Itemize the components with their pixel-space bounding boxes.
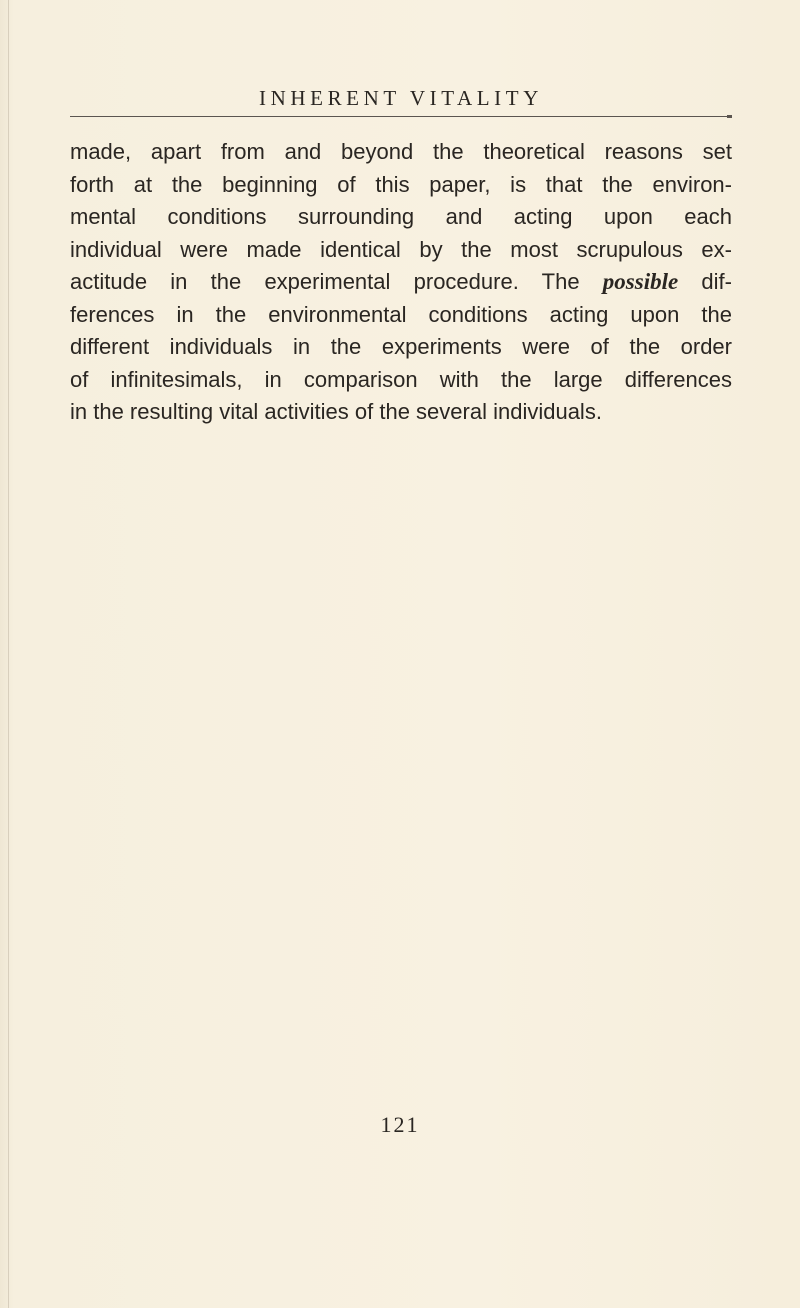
- text-line: of infinitesimals, in comparison with the large differences: [70, 366, 732, 392]
- header-rule: [70, 116, 732, 117]
- text-line: forth at the beginning of this paper, is that the environ-: [70, 171, 732, 197]
- text-line: individual were made identical by the most scrupulous ex-: [70, 236, 732, 262]
- text-line: different individuals in the experiments were of the order: [70, 334, 732, 359]
- page-number: 121: [380, 1112, 420, 1137]
- body-paragraph: [70, 136, 732, 429]
- text-line: made, apart from and beyond the theoretical reasons set: [70, 139, 732, 164]
- emphasized-word: possible: [602, 269, 679, 294]
- text-line: mental conditions surrounding and acting upon each: [70, 204, 732, 229]
- text-segment: dif-: [701, 269, 732, 294]
- running-head: INHERENT VITALITY: [259, 86, 543, 110]
- text-line: ferences in the environmental conditions acting upon the: [70, 301, 732, 327]
- text-line: [70, 266, 732, 299]
- text-segment: actitude in the experimental procedure. The: [70, 269, 580, 294]
- text-line: in the resulting vital activities of the several individuals.: [70, 399, 602, 424]
